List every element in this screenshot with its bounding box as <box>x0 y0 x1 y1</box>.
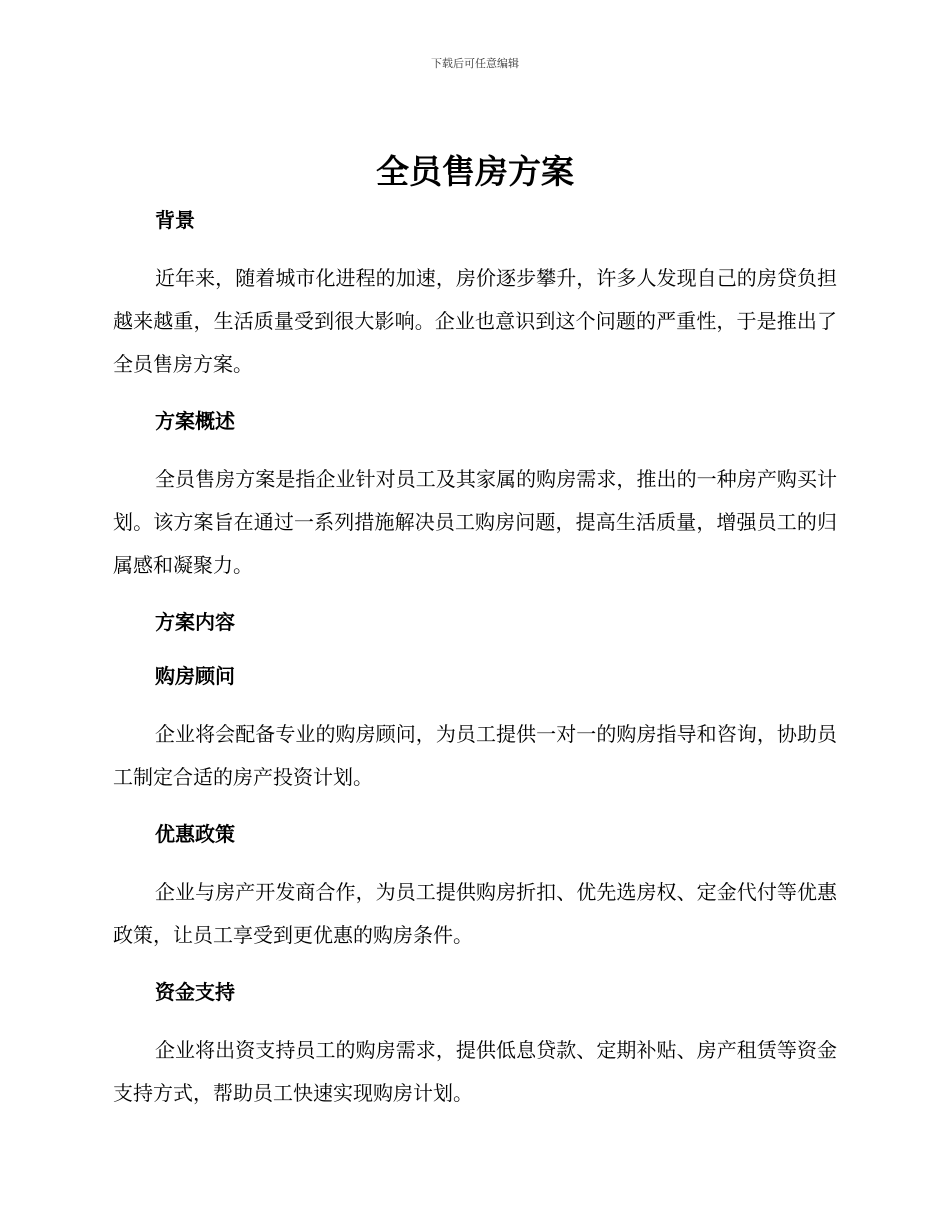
section-heading-background: 背景 <box>155 208 195 232</box>
section-paragraph-funding: 企业将出资支持员工的购房需求，提供低息贷款、定期补贴、房产租赁等资金支持方式，帮助员工快速实现购房计划。 <box>113 1038 837 1105</box>
section-heading-advisor: 购房顾问 <box>155 664 235 688</box>
document-body <box>113 203 837 1133</box>
section-heading-content: 方案内容 <box>155 610 235 634</box>
document-title: 全员售房方案 <box>376 152 574 191</box>
section-paragraph-discounts: 企业与房产开发商合作，为员工提供购房折扣、优先选房权、定金代付等优惠政策，让员工享受到更优惠的购房条件。 <box>113 880 837 947</box>
section-heading-funding: 资金支持 <box>155 980 235 1004</box>
section-paragraph-advisor: 企业将会配备专业的购房顾问，为员工提供一对一的购房指导和咨询，协助员工制定合适的房产投资计划。 <box>113 722 837 789</box>
section-heading-discounts: 优惠政策 <box>155 822 235 846</box>
section-paragraph-background: 近年来，随着城市化进程的加速，房价逐步攀升，许多人发现自己的房贷负担越来越重，生活质量受到很大影响。企业也意识到这个问题的严重性，于是推出了全员售房方案。 <box>113 266 837 376</box>
page-header-note: 下载后可任意编辑 <box>431 57 519 70</box>
section-paragraph-overview: 全员售房方案是指企业针对员工及其家属的购房需求，推出的一种房产购买计划。该方案旨在通过一系列措施解决员工购房问题，提高生活质量，增强员工的归属感和凝聚力。 <box>113 467 837 577</box>
section-heading-overview: 方案概述 <box>155 409 235 433</box>
